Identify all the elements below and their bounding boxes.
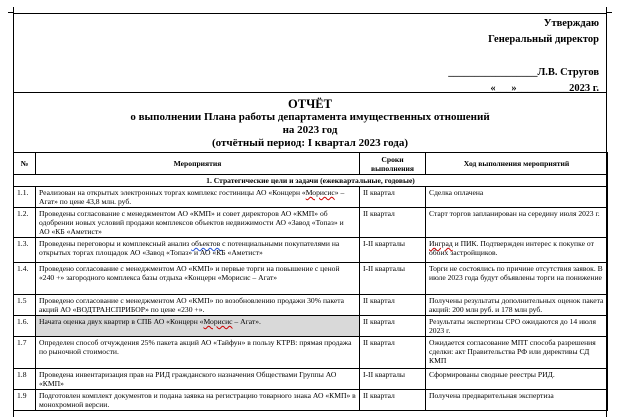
row-progress: Сделка оплачена — [426, 187, 608, 208]
row-number: 1.6. — [14, 316, 36, 337]
row-activity: Проведены переговоры и комплексный анализ объектов с потенциальными покупателями на открытых торгах площадок АО «Завод «Топаз» и АО «КБ «Аметист» — [36, 238, 360, 263]
report-year: на 2023 год — [282, 124, 338, 136]
table-header-row — [14, 153, 608, 175]
row-number: 1.4. — [14, 263, 36, 295]
row-progress: Сформированы сводные реестры РИД. — [426, 369, 608, 390]
section-title: 1. Стратегические цели и задачи (ежеквартальные, годовые) — [14, 175, 608, 187]
header-activity: Мероприятия — [36, 153, 360, 175]
table-row — [14, 238, 608, 263]
row-number: 1.8 — [14, 369, 36, 390]
row-deadline: II квартал — [360, 337, 426, 369]
header-num: № — [14, 153, 36, 175]
row-deadline: II квартал — [360, 295, 426, 316]
row-deadline: II квартал — [360, 187, 426, 208]
row-progress: Результаты экспертизы СРО ожидаются до 14 июля 2023 г. — [426, 316, 608, 337]
approval-signature-line: _________________Л.В. Стругов — [448, 67, 599, 78]
row-activity: Проведена инвентаризация прав на РИД гражданского назначения Обществами Группы АО «КМП» — [36, 369, 360, 390]
divider — [13, 92, 607, 93]
row-progress: Старт торгов запланирован на середину июля 2023 г. — [426, 208, 608, 238]
plan-table — [13, 152, 608, 411]
header-deadline: Сроки выполнения — [360, 153, 426, 175]
table-row — [14, 390, 608, 411]
row-deadline: I-II кварталы — [360, 238, 426, 263]
header-progress: Ход выполнения мероприятий — [426, 153, 608, 175]
row-deadline: I-II кварталы — [360, 263, 426, 295]
table-row — [14, 337, 608, 369]
row-number: 1.2. — [14, 208, 36, 238]
table-row — [14, 316, 608, 337]
table-row — [14, 295, 608, 316]
section-row — [14, 175, 608, 187]
row-number: 1.3. — [14, 238, 36, 263]
report-title: ОТЧЁТ — [288, 97, 332, 111]
table-row — [14, 187, 608, 208]
row-number: 1.5 — [14, 295, 36, 316]
row-activity: Начата оценка двух квартир в СПБ АО «Концерн «Морисис – Агат». — [36, 316, 360, 337]
row-progress: Ожидается согласование МПТ способа разрешения сделки: акт Правительства РФ или директивы СД КМП — [426, 337, 608, 369]
row-progress: Получена предварительная экспертиза — [426, 390, 608, 411]
row-progress: Торги не состоялись по причине отсутствия заявок. В июле 2023 года будут объявлены торги на понижение — [426, 263, 608, 295]
report-period: (отчётный период: I квартал 2023 года) — [212, 137, 408, 149]
row-number: 1.7 — [14, 337, 36, 369]
table-row — [14, 208, 608, 238]
row-activity: Проведено согласование с менеджментом АО «КМП» и первые торги на повышение с ценой «240 +» загородного комплекса базы отдыха «Концерн «Морисис – Агат» — [36, 263, 360, 295]
row-activity: Определен способ отчуждения 25% пакета акций АО «Тайфун» в пользу КТРВ: прямая продажа по рыночной стоимости. — [36, 337, 360, 369]
row-activity: Подготовлен комплект документов и подана заявка на регистрацию товарного знака АО «КМП» в монохромной версии. — [36, 390, 360, 411]
row-activity: Реализован на открытых электронных торгах комплекс гостиницы АО «Концерн «Морисис» – Агат» по цене 43,8 млн. руб. — [36, 187, 360, 208]
row-progress: Инград и ПИК. Подтвержден интерес к покупке от обоих застройщиков. — [426, 238, 608, 263]
row-deadline: I-II кварталы — [360, 369, 426, 390]
approval-block — [448, 16, 599, 97]
row-number: 1.9 — [14, 390, 36, 411]
approval-date-line: «___»__________2023 г. — [490, 83, 599, 94]
row-activity: Проведены согласование с менеджментом АО «КМП» и совет директоров АО «КМП» об одобрении новых условий продажи комплексов объектов недвижимости АО «Завод «Топаз» и АО «КБ «Аметист» — [36, 208, 360, 238]
row-activity: Проведено согласование с менеджментом АО «КМП» по возобновлению продажи 30% пакета акций АО «ВОДТРАНСПРИБОР» по цене «230 +». — [36, 295, 360, 316]
row-deadline: II квартал — [360, 208, 426, 238]
approval-label: Утверждаю — [543, 18, 599, 29]
report-subtitle: о выполнении Плана работы департамента имущественных отношений — [130, 111, 490, 123]
table-row — [14, 369, 608, 390]
row-progress: Получены результаты дополнительных оценок пакета акций: 200 млн руб. и 178 млн руб. — [426, 295, 608, 316]
row-deadline: II квартал — [360, 316, 426, 337]
row-number: 1.1. — [14, 187, 36, 208]
row-deadline: II квартал — [360, 390, 426, 411]
approval-position: Генеральный директор — [488, 34, 599, 45]
table-row — [14, 263, 608, 295]
